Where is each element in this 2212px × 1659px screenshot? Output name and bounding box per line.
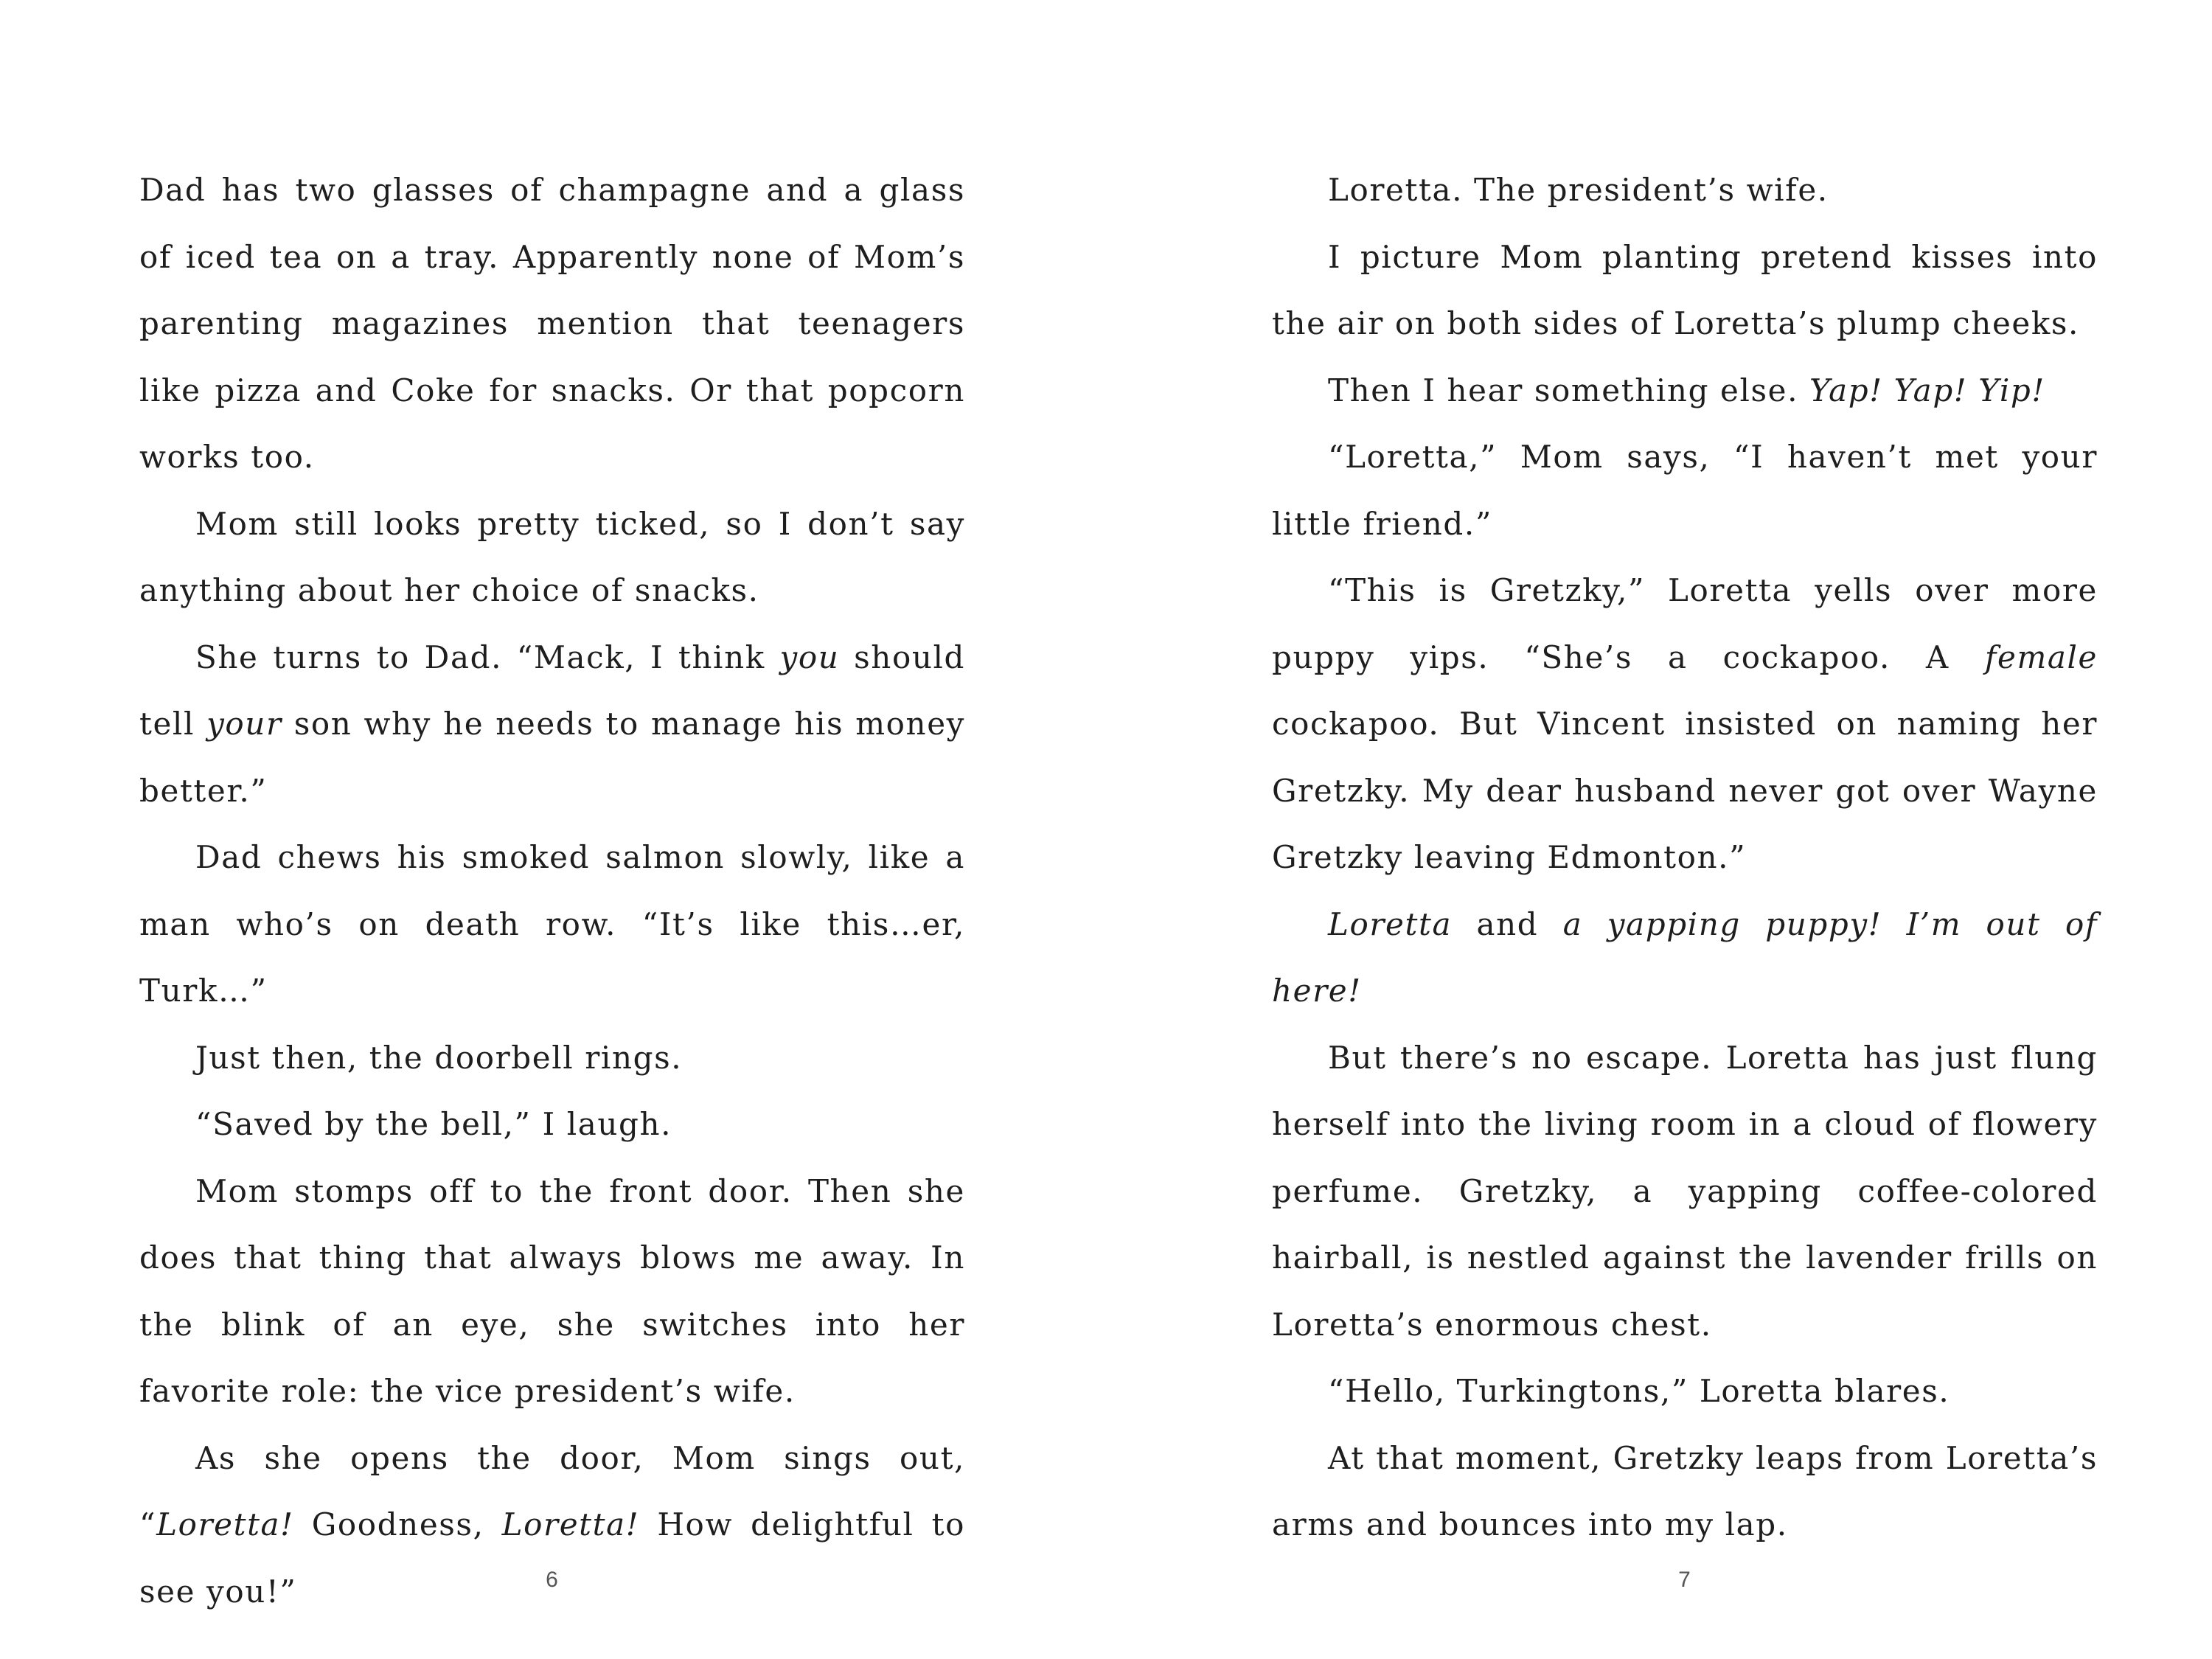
paragraph [139, 625, 965, 825]
text-run: At that moment, Gretzky leaps from Loretta’s arms and bounces into my lap. [1272, 1439, 2098, 1543]
text-run: “Saved by the bell,” I laugh. [195, 1106, 672, 1142]
paragraph [1272, 1425, 2098, 1559]
italic-text-run: Loretta [1328, 905, 1453, 942]
paragraph [1272, 891, 2098, 1025]
text-run: Just then, the doorbell rings. [195, 1039, 683, 1076]
text-run: “Hello, Turkingtons,” Loretta blares. [1328, 1373, 1950, 1409]
text-run: Goodness, [293, 1506, 502, 1543]
text-run: and [1452, 905, 1563, 942]
text-run: Mom stomps off to the front door. Then she does that thing that always blows me away. In the blink of an eye, she switches into her favorite role: the vice president’s wife. [139, 1172, 965, 1409]
italic-text-run: female [1984, 639, 2098, 675]
text-run: As she opens the door, Mom sings out, “ [139, 1439, 965, 1543]
right-page-number: 7 [1678, 1568, 1691, 1592]
text-run: should tell [139, 639, 965, 742]
paragraph [139, 1425, 965, 1626]
text-run: Loretta. The president’s wife. [1328, 172, 1829, 208]
paragraph [139, 491, 965, 625]
paragraph [139, 824, 965, 1025]
italic-text-run: Loretta! [156, 1506, 294, 1543]
paragraph [1272, 358, 2098, 425]
paragraph [1272, 157, 2098, 224]
italic-text-run: you [779, 639, 840, 675]
paragraph [1272, 424, 2098, 557]
paragraph [1272, 1025, 2098, 1359]
right-page-body [1272, 157, 2098, 1559]
paragraph [1272, 1358, 2098, 1425]
text-run: Then I hear something else. [1328, 372, 1809, 408]
italic-text-run: a yapping puppy! I’m out of here! [1272, 905, 2098, 1009]
left-page [139, 0, 965, 1659]
text-run: Mom still looks pretty ticked, so I don’t say anything about her choice of snacks. [139, 505, 965, 608]
left-page-number: 6 [546, 1568, 559, 1592]
text-run: But there’s no escape. Loretta has just flung herself into the living room in a cloud of flowery perfume. Gretzky, a yapping coffee-colored hairball, is nestled against the lavender frills on Loretta’s enormous chest. [1272, 1039, 2098, 1343]
text-run: son why he needs to manage his money better.” [139, 706, 965, 809]
italic-text-run: Yap! Yap! Yip! [1809, 372, 2045, 408]
italic-text-run: your [206, 706, 282, 742]
paragraph [1272, 224, 2098, 358]
paragraph [139, 1091, 965, 1158]
text-run: cockapoo. But Vincent insisted on naming her Gretzky. My dear husband never got over Wayne Gretzky leaving Edmonton.” [1272, 706, 2098, 875]
text-run: Dad has two glasses of champagne and a glass of iced tea on a tray. Apparently none of Mom’s parenting magazines mention that teenagers like pizza and Coke for snacks. Or that popcorn works too. [139, 172, 965, 475]
paragraph [139, 157, 965, 491]
text-run: “Loretta,” Mom says, “I haven’t met your little friend.” [1272, 439, 2098, 542]
paragraph [139, 1025, 965, 1092]
italic-text-run: Loretta! [501, 1506, 640, 1543]
right-page [1272, 0, 2098, 1659]
text-run: “This is Gretzky,” Loretta yells over more puppy yips. “She’s a cockapoo. A [1272, 572, 2098, 675]
text-run: I picture Mom planting pretend kisses into the air on both sides of Loretta’s plump cheeks. [1272, 238, 2098, 341]
text-run: How delightful to see you!” [139, 1506, 965, 1610]
paragraph [1272, 557, 2098, 891]
text-run: Dad chews his smoked salmon slowly, like a man who’s on death row. “It’s like this…er, Turk…” [139, 839, 965, 1009]
text-run: She turns to Dad. “Mack, I think [195, 639, 780, 675]
left-page-body [139, 157, 965, 1625]
paragraph [139, 1158, 965, 1425]
